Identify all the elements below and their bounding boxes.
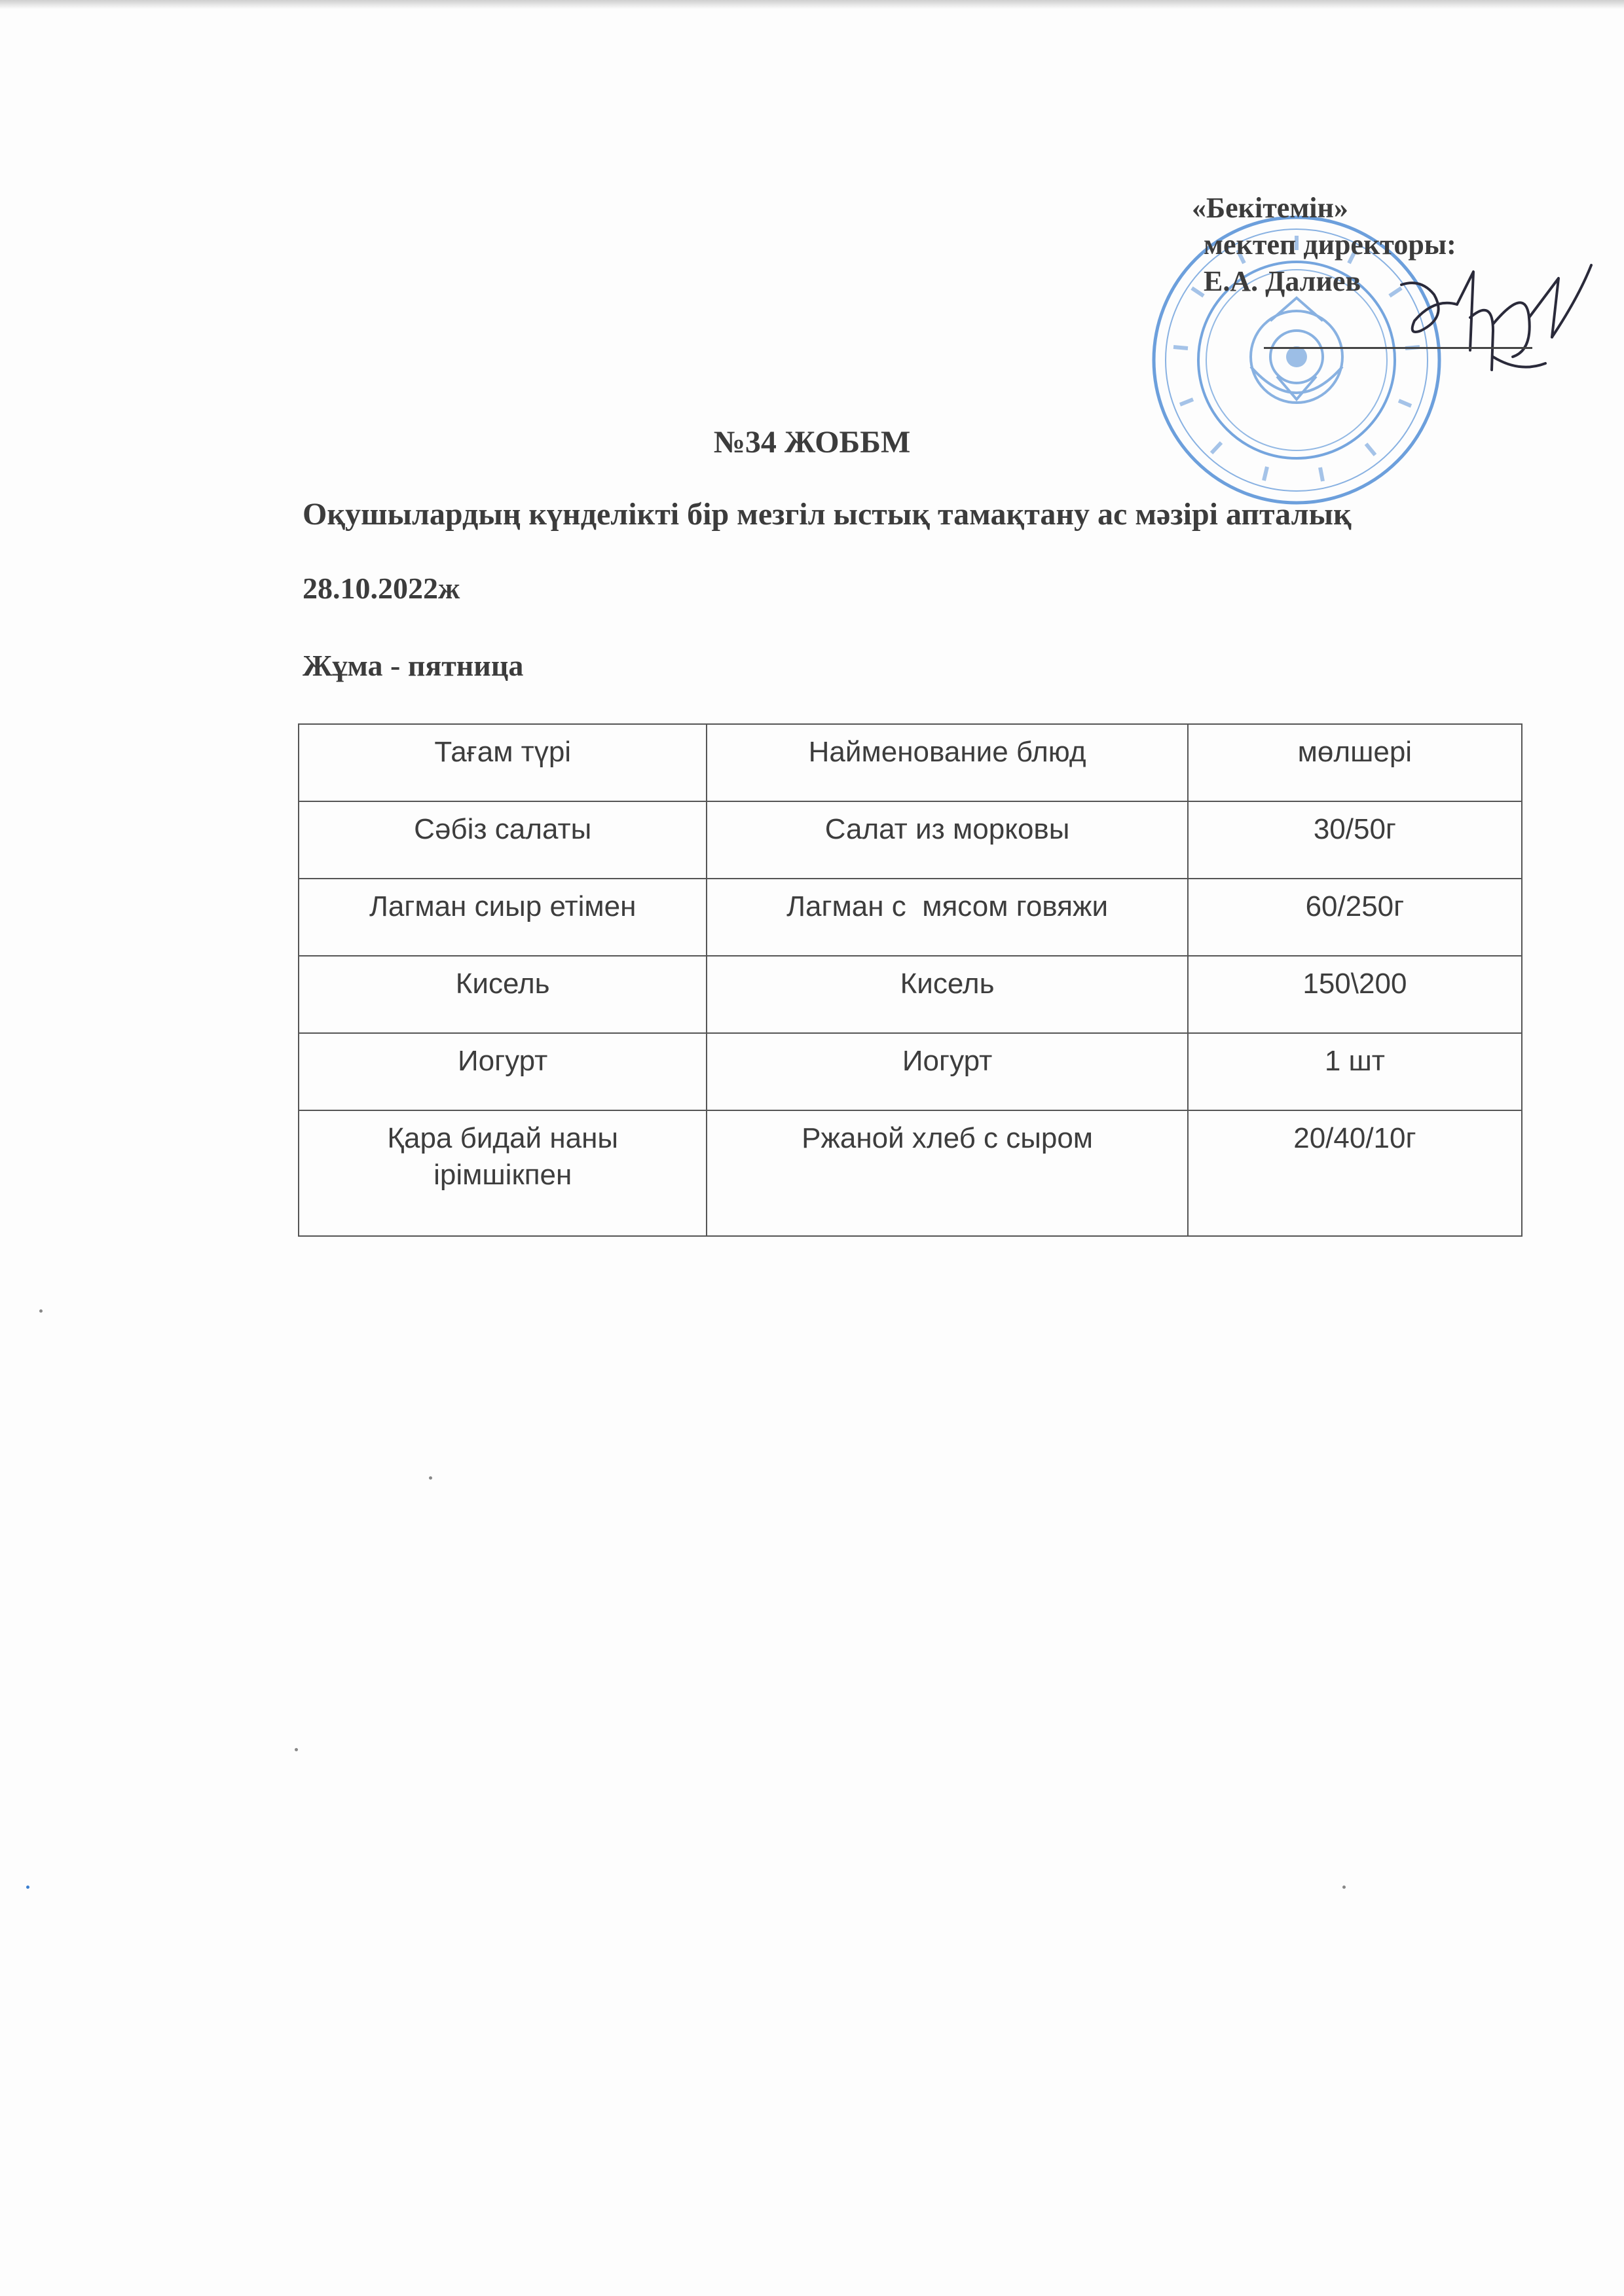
table-row: [299, 1033, 1522, 1110]
director-name: Е.А. Далиев: [1204, 265, 1361, 297]
table-row: [299, 801, 1522, 879]
scan-edge: [0, 0, 1624, 9]
menu-table: [298, 723, 1522, 1237]
approval-block: [1192, 190, 1532, 300]
approval-heading: «Бекітемін»: [1192, 192, 1348, 224]
portion-cell: 30/50г: [1188, 801, 1522, 879]
dish-type-cell: Қара бидай наны ірімшікпен: [299, 1110, 707, 1236]
table-row: [299, 1110, 1522, 1236]
scan-speck: [1342, 1886, 1346, 1889]
dish-type-cell: Иогурт: [299, 1033, 707, 1110]
portion-cell: 1 шт: [1188, 1033, 1522, 1110]
dish-type-cell: Сәбіз салаты: [299, 801, 707, 879]
table-row: [299, 879, 1522, 956]
dish-name-cell: Салат из морковы: [707, 801, 1187, 879]
portion-cell: 60/250г: [1188, 879, 1522, 956]
scan-speck: [429, 1476, 432, 1480]
signature-line: [1264, 347, 1532, 349]
dish-name-cell: Лагман с мясом говяжи: [707, 879, 1187, 956]
menu-title: Оқушылардың күнделікті бір мезгіл ыстық тамақтану ас мәзірі апталық: [303, 497, 1352, 532]
scan-speck: [295, 1748, 298, 1751]
director-position: мектеп директоры:: [1204, 228, 1456, 261]
table-row: [299, 956, 1522, 1033]
portion-cell: 150\200: [1188, 956, 1522, 1033]
menu-weekday: Жұма - пятница: [303, 649, 524, 682]
portion-cell: 20/40/10г: [1188, 1110, 1522, 1236]
menu-date: 28.10.2022ж: [303, 572, 460, 605]
school-name: №34 ЖОББМ: [713, 425, 911, 460]
table-header-row: [299, 724, 1522, 801]
dish-name-cell: Ржаной хлеб с сыром: [707, 1110, 1187, 1236]
dish-type-cell: Кисель: [299, 956, 707, 1033]
column-header-portion: мөлшері: [1188, 724, 1522, 801]
column-header-dish-name: Найменование блюд: [707, 724, 1187, 801]
column-header-dish-type: Тағам түрі: [299, 724, 707, 801]
dish-name-cell: Иогурт: [707, 1033, 1187, 1110]
scan-speck: [26, 1886, 29, 1889]
scan-speck: [39, 1309, 43, 1313]
dish-name-cell: Кисель: [707, 956, 1187, 1033]
dish-type-cell: Лагман сиыр етімен: [299, 879, 707, 956]
